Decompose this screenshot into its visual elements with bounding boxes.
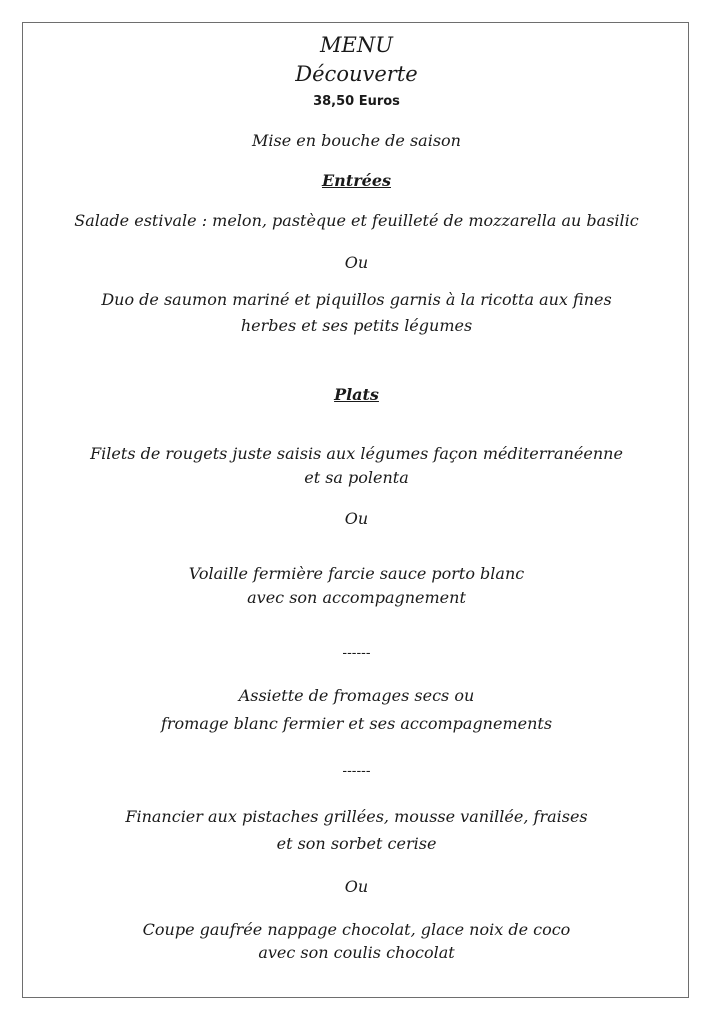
plat-option-1-line-2: et sa polenta: [304, 468, 409, 487]
plat-option-1-line-1: Filets de rougets juste saisis aux légumes façon méditerranéenne: [90, 444, 623, 463]
entree-option-1: Salade estivale : melon, pastèque et feuilleté de mozzarella au basilic: [74, 211, 639, 230]
dessert-option-1-line-1: Financier aux pistaches grillées, mousse vanillée, fraises: [125, 807, 588, 826]
entree-option-2-line-1: Duo de saumon mariné et piquillos garnis à la ricotta aux fines: [101, 290, 612, 309]
fromages-line-1: Assiette de fromages secs ou: [238, 686, 475, 705]
plat-or: Ou: [344, 509, 369, 528]
dessert-or: Ou: [344, 877, 369, 896]
separator-1: ------: [342, 646, 371, 661]
entrees-heading: Entrées: [321, 171, 391, 190]
menu-title: MENU: [320, 33, 393, 57]
dessert-option-2-line-1: Coupe gaufrée nappage chocolat, glace noix de coco: [142, 920, 571, 939]
entree-or: Ou: [344, 253, 369, 272]
amuse-bouche: Mise en bouche de saison: [252, 131, 461, 150]
dessert-option-1-line-2: et son sorbet cerise: [276, 834, 437, 853]
plats-heading: Plats: [334, 385, 379, 404]
plat-option-2-line-1: Volaille fermière farcie sauce porto blanc: [188, 564, 525, 583]
separator-2: ------: [342, 764, 371, 779]
menu-price: 38,50 Euros: [313, 94, 400, 109]
fromages-line-2: fromage blanc fermier et ses accompagnements: [160, 714, 553, 733]
plat-option-2-line-2: avec son accompagnement: [247, 588, 466, 607]
dessert-option-2-line-2: avec son coulis chocolat: [258, 943, 455, 962]
entree-option-2-line-2: herbes et ses petits légumes: [240, 316, 473, 335]
menu-subtitle: Découverte: [295, 62, 418, 86]
